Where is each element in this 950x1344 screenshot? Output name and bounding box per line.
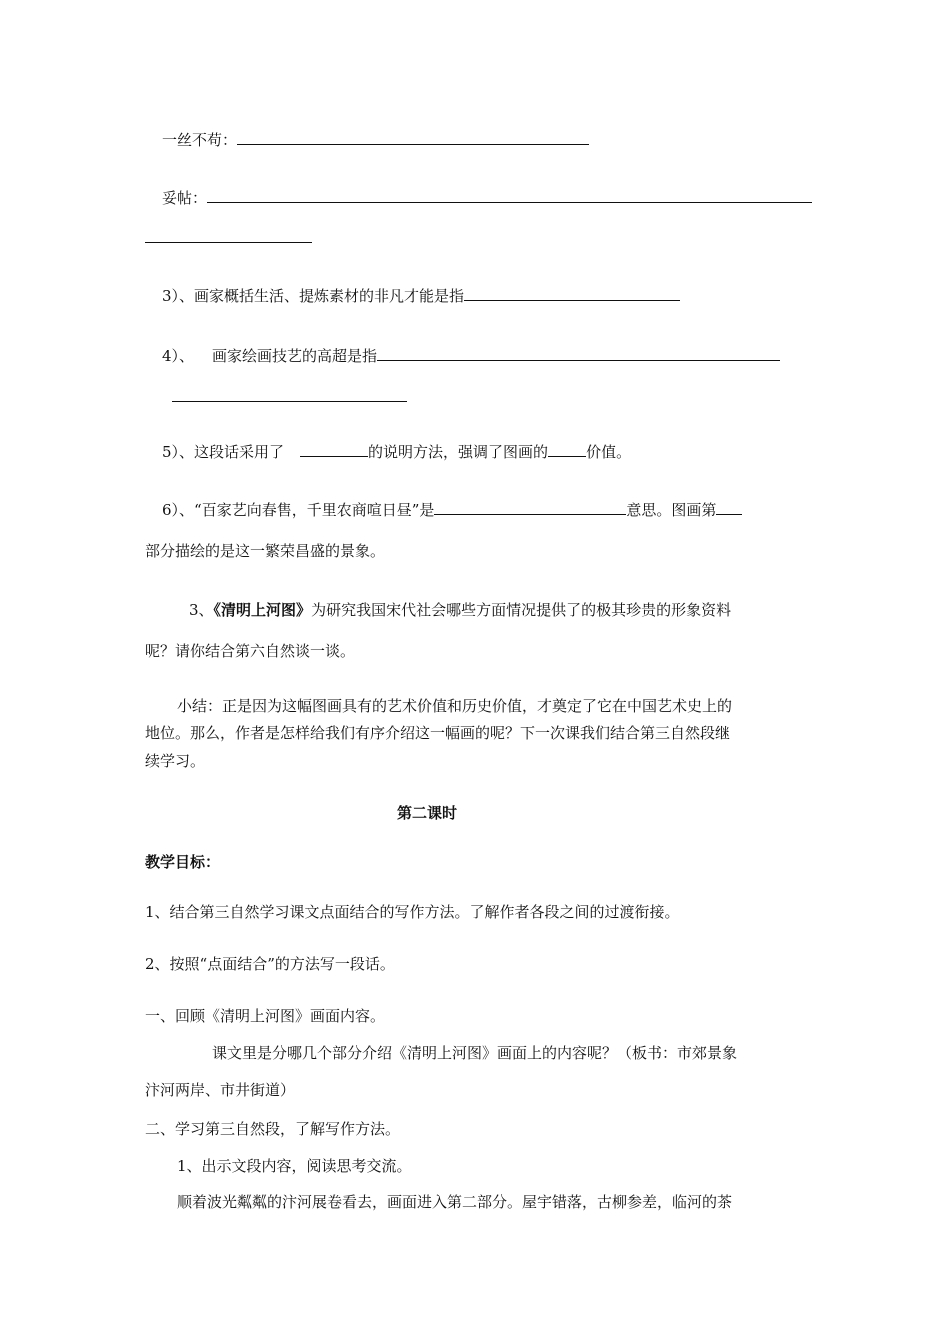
blank-q5-value[interactable]: [548, 442, 586, 457]
item-3-num: 3、: [189, 601, 214, 619]
step-2: 二、学习第三自然段，了解写作方法。: [145, 1120, 401, 1138]
question-4-text: 画家绘画技艺的高超是指: [212, 347, 378, 365]
goal-1: 1、结合第三自然学习课文点面结合的写作方法。了解作者各段之间的过渡衔接。: [145, 903, 680, 921]
question-6-b: 意思。图画第: [626, 501, 717, 519]
blank-q4-1[interactable]: [377, 346, 780, 361]
item-3: [189, 600, 731, 620]
question-6: [162, 500, 742, 520]
question-4: [162, 346, 780, 366]
step-1-question-line1: 课文里是分哪几个部分介绍《清明上河图》画面上的内容呢？（板书：市郊景象: [212, 1044, 738, 1062]
question-4-num: 4）、: [162, 347, 195, 365]
goal-2: 2、按照“点面结合”的方法写一段话。: [145, 955, 395, 973]
question-3: [162, 286, 680, 306]
blank-q6-part[interactable]: [716, 500, 742, 515]
question-5-b: 的说明方法，强调了图画的: [368, 443, 549, 461]
vocab-yisibugou: [162, 130, 589, 150]
vocab-yisibugou-label: 一丝不苟：: [162, 131, 238, 149]
blank-tuotie-1[interactable]: [207, 188, 812, 203]
item-3-rest: 为研究我国宋代社会哪些方面情况提供了的极其珍贵的形象资料: [311, 601, 732, 619]
blank-yisibugou[interactable]: [237, 130, 589, 145]
question-5-a: 5）、这段话采用了: [162, 443, 285, 461]
blank-q4-2[interactable]: [172, 401, 407, 402]
question-5-c: 价值。: [586, 443, 632, 461]
blank-q6-meaning[interactable]: [434, 500, 626, 515]
question-5: [162, 442, 631, 462]
item-3-title: 《清明上河图》: [213, 601, 312, 619]
blank-q5-method[interactable]: [300, 442, 368, 457]
blank-q3[interactable]: [464, 286, 680, 301]
vocab-tuotie-label: 妥帖：: [162, 189, 208, 207]
section-title: 第二课时: [397, 804, 458, 822]
goals-heading: 教学目标：: [145, 853, 221, 871]
item-3-line2: 呢？请你结合第六自然谈一谈。: [145, 642, 356, 660]
summary-line-3: 续学习。: [145, 752, 206, 770]
step-2-sub: 1、出示文段内容，阅读思考交流。: [177, 1157, 412, 1175]
question-6-line2: 部分描绘的是这一繁荣昌盛的景象。: [145, 542, 386, 560]
question-3-text: 3）、画家概括生活、提炼素材的非凡才能是指: [162, 287, 465, 305]
step-2-text: 顺着波光粼粼的汴河展卷看去，画面进入第二部分。屋宇错落，古柳参差，临河的茶: [177, 1193, 733, 1211]
summary-line-2: 地位。那么，作者是怎样给我们有序介绍这一幅画的呢？下一次课我们结合第三自然段继: [145, 724, 731, 742]
question-6-a: 6）、“百家艺向春售，千里农商喧日昼”是: [162, 501, 435, 519]
blank-tuotie-2[interactable]: [145, 242, 312, 243]
summary-line-1: 小结：正是因为这幅图画具有的艺术价值和历史价值，才奠定了它在中国艺术史上的: [177, 697, 733, 715]
step-1: 一、回顾《清明上河图》画面内容。: [145, 1007, 386, 1025]
vocab-tuotie: [162, 188, 812, 208]
step-1-question-line2: 汴河两岸、市井街道）: [145, 1081, 296, 1099]
